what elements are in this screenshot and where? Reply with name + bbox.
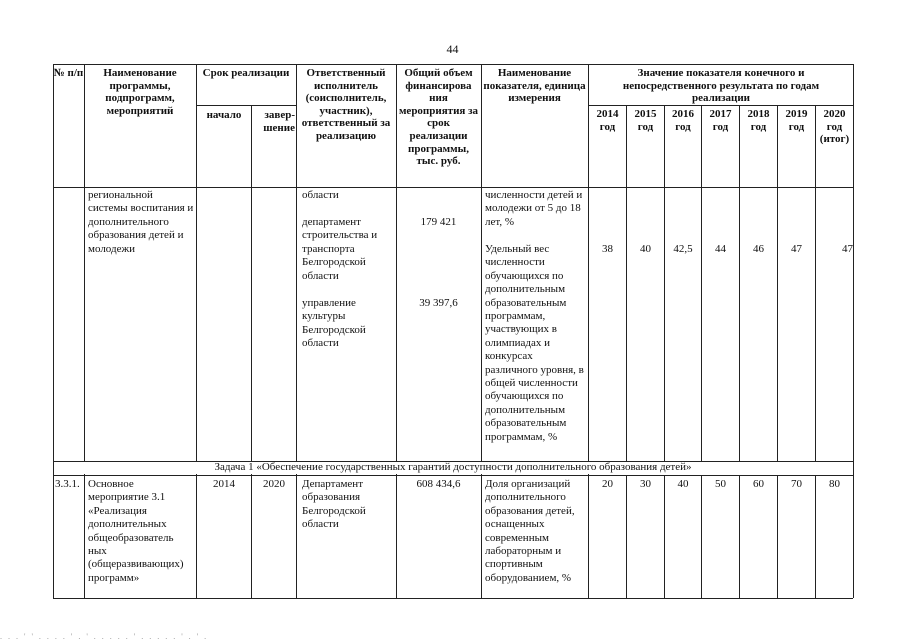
footer-scan-dots: . . . ' ' . . . . ' . ' . . . . . ' . . . . . ' . ' . <box>0 632 209 641</box>
header-indicator: Наименование показателя, единица измерения <box>483 67 586 105</box>
task-heading: Задача 1 «Обеспечение государственных гарантий доступности дополнительного образования детей» <box>214 461 692 473</box>
row1-executor-2: департамент строительства и транспорта Белгородской области <box>302 216 378 282</box>
header-year-2018: 2018 год <box>747 108 770 133</box>
header-start: начало <box>206 109 242 121</box>
row1-value-2018: 46 <box>753 243 764 255</box>
row2-value-2020: 80 <box>829 478 840 490</box>
header-year-2016: 2016 год <box>672 108 694 133</box>
page-number: 44 <box>446 42 459 56</box>
row2-value-2017: 50 <box>715 478 726 490</box>
header-period: Срок реализации <box>202 67 290 79</box>
row1-value-2017: 44 <box>715 243 726 255</box>
header-year-2017: 2017 год <box>709 108 732 133</box>
row2-funding: 608 434,6 <box>416 478 461 490</box>
row1-executor-1: области <box>302 189 339 201</box>
row2-indicator: Доля организаций дополнительного образования детей, оснащенных современным лабораторным и спортивным оборудованием, % <box>485 478 575 584</box>
header-name: Наименование программы, подпрограмм, мероприятий <box>103 67 177 117</box>
row1-value-2015: 40 <box>640 243 651 255</box>
header-end: завер-шение <box>263 109 295 134</box>
header-executor: Ответственный исполнитель (соисполнитель, участник), ответственный за реализацию <box>301 67 391 142</box>
row2-end: 2020 <box>263 478 285 490</box>
row1-executor-3: управление культуры Белгородской области <box>302 297 366 350</box>
row1-value-2016: 42,5 <box>673 243 693 255</box>
row2-value-2018: 60 <box>753 478 764 490</box>
row1-value-2019: 47 <box>791 243 802 255</box>
row1-value-2020: 47 <box>842 243 853 255</box>
header-year-2019: 2019 год <box>785 108 808 133</box>
row2-name: Основное мероприятие 3.1 «Реализация дополнительных общеобразователь ных (общеразвивающих) программ» <box>88 478 184 584</box>
row1-funding-3: 39 397,6 <box>419 297 458 309</box>
row1-funding-2: 179 421 <box>420 216 457 228</box>
row2-start: 2014 <box>213 478 235 490</box>
row1-indicator-1: численности детей и молодежи от 5 до 18 лет, % <box>485 189 583 228</box>
row1-indicator-2: Удельный вес численности обучающихся по дополнительным образовательным программам, участвующих в олимпиадах и конкурсах различного уровня, в общей численности обучающихся по дополнительным образовательным программам, % <box>485 243 584 443</box>
row2-value-2015: 30 <box>640 478 651 490</box>
row2-value-2014: 20 <box>602 478 613 490</box>
header-num: № п/п <box>53 67 84 79</box>
header-year-2014: 2014 год <box>596 108 619 133</box>
header-funding: Общий объем финансирова ния мероприятия за срок реализации программы, тыс. руб. <box>398 67 479 168</box>
header-values-title: Значение показателя конечного и непосредственного результата по годам реализации <box>622 67 820 105</box>
row2-value-2016: 40 <box>677 478 689 490</box>
row1-value-2014: 38 <box>602 243 613 255</box>
row2-executor: Департамент образования Белгородской области <box>302 478 366 531</box>
header-year-2015: 2015 год <box>634 108 657 133</box>
row1-name: региональной системы воспитания и дополнительного образования детей и молодежи <box>88 189 194 255</box>
row2-num: 3.3.1. <box>55 478 80 490</box>
row2-value-2019: 70 <box>791 478 802 490</box>
header-year-2020: 2020 год (итог) <box>819 108 850 146</box>
